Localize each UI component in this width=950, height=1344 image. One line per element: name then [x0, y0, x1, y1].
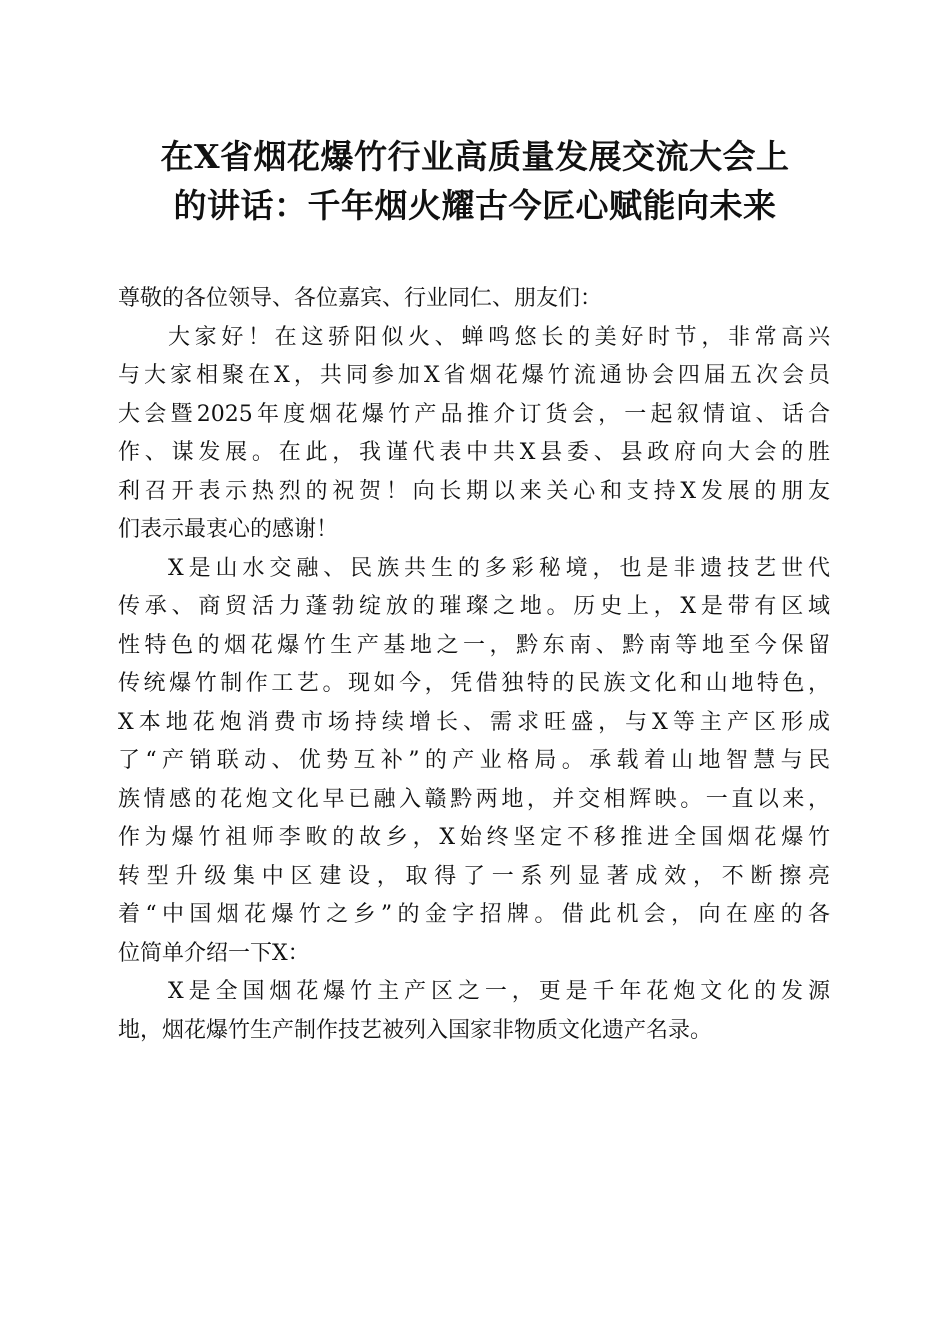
paragraph-3 — [118, 973, 830, 1050]
paragraph-line: 们表示最衷心的感谢！ — [118, 517, 339, 542]
document-body — [118, 280, 830, 1050]
paragraph-line: 利召开表示热烈的祝贺！向长期以来关心和支持X发展的朋友 — [118, 478, 830, 504]
paragraph-line: 传统爆竹制作工艺。现如今，凭借独特的民族文化和山地特色， — [118, 671, 830, 696]
paragraph-line: 作、谋发展。在此，我谨代表中共X县委、县政府向大会的胜 — [118, 440, 830, 465]
paragraph-line: 性特色的烟花爆竹生产基地之一，黔东南、黔南等地至今保留 — [118, 632, 830, 658]
paragraph-line: 了“产销联动、优势互补”的产业格局。承载着山地智慧与民 — [118, 748, 830, 773]
title-line-1: 在X省烟花爆竹行业高质量发展交流大会上 — [160, 137, 790, 176]
paragraph-line: 着“中国烟花爆竹之乡”的金字招牌。借此机会，向在座的各 — [118, 902, 830, 927]
paragraph-line: 大会暨2025年度烟花爆竹产品推介订货会，一起叙情谊、话合 — [118, 401, 830, 427]
paragraph-2 — [118, 550, 830, 974]
paragraph-line: X是全国烟花爆竹主产区之一，更是千年花炮文化的发源 — [168, 979, 830, 1004]
paragraph-line: 大家好！在这骄阳似火、蝉鸣悠长的美好时节，非常高兴 — [168, 324, 830, 350]
paragraph-line: 与大家相聚在X，共同参加X省烟花爆竹流通协会四届五次会员 — [118, 363, 830, 388]
paragraph-line: 族情感的花炮文化早已融入赣黔两地，并交相辉映。一直以来， — [118, 786, 830, 812]
salutation: 尊敬的各位领导、各位嘉宾、行业同仁、朋友们： — [118, 286, 603, 311]
title-line-2: 的讲话：千年烟火耀古今匠心赋能向未来 — [173, 186, 777, 225]
paragraph-line: 位简单介绍一下X： — [118, 940, 310, 966]
paragraph-line: X本地花炮消费市场持续增长、需求旺盛，与X等主产区形成 — [118, 709, 830, 735]
paragraph-line: 地，烟花爆竹生产制作技艺被列入国家非物质文化遗产名录。 — [118, 1017, 713, 1043]
paragraph-1 — [118, 319, 830, 550]
document-title — [100, 132, 850, 230]
paragraph-line: 传承、商贸活力蓬勃绽放的璀璨之地。历史上，X是带有区域 — [118, 594, 830, 619]
paragraph-line: 转型升级集中区建设，取得了一系列显著成效，不断擦亮 — [118, 863, 830, 889]
paragraph-line: 作为爆竹祖师李畋的故乡，X始终坚定不移推进全国烟花爆竹 — [118, 825, 830, 850]
paragraph-line: X是山水交融、民族共生的多彩秘境，也是非遗技艺世代 — [168, 555, 830, 581]
